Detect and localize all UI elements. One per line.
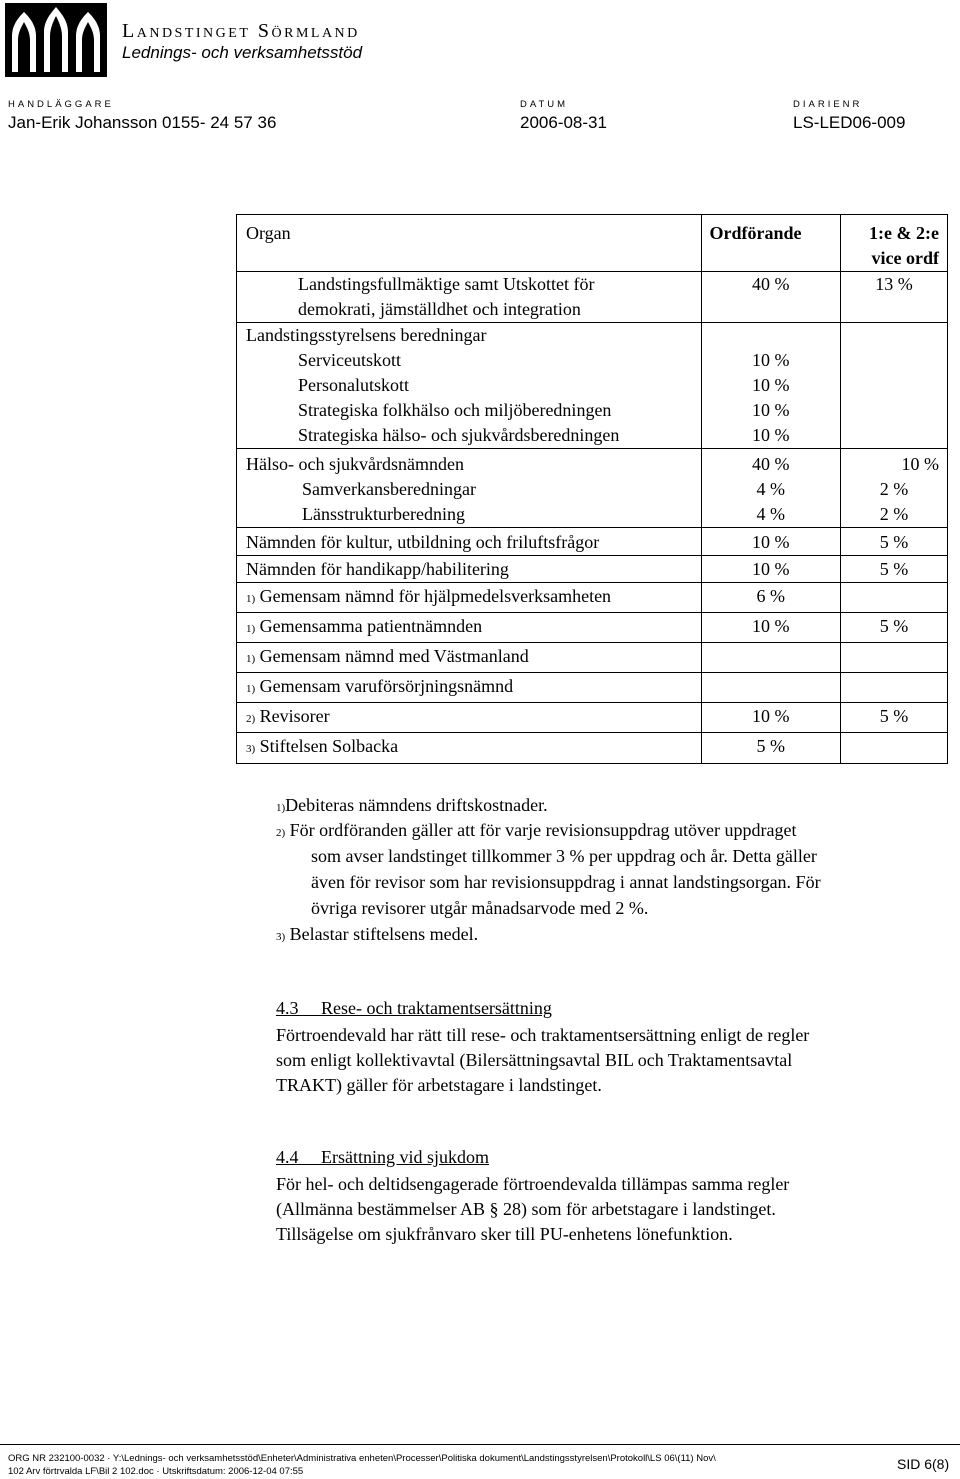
row-vice-value — [841, 323, 948, 449]
footnote-marker: 3) — [246, 743, 256, 755]
row-name: Nämnden för handikapp/habilitering — [237, 556, 702, 583]
table-row — [237, 272, 948, 323]
row-ordforande-value: 40 % — [752, 274, 790, 294]
row-vice-value: 13 % — [875, 274, 913, 294]
table-row — [237, 733, 948, 764]
page-number: SID 6(8) — [897, 1456, 950, 1472]
header-vice — [841, 215, 948, 272]
row-name-line: Personalutskott — [298, 375, 409, 395]
row-ordforande-value: 5 % — [756, 736, 785, 756]
footnote-1-marker: 1) — [276, 802, 286, 814]
row-name-line: Serviceutskott — [298, 350, 401, 370]
table-row — [237, 643, 948, 673]
row-ordforande-value: 10 % — [752, 400, 790, 420]
footnote-2-marker: 2) — [276, 827, 286, 839]
organization-name: Landstinget Sörmland — [122, 20, 360, 42]
footnote-marker: 1) — [246, 683, 256, 695]
row-ordforande-value: 10 % — [752, 706, 790, 726]
row-name — [237, 272, 702, 323]
footnote-2-line-3: även för revisor som har revisionsuppdrag i annat landstingsorgan. För — [311, 872, 821, 892]
header-vice-line-1: 1:e & 2:e — [869, 223, 939, 243]
row-name-text: Gemensam nämnd med Västmanland — [259, 646, 529, 666]
footnote-2-line-1: För ordföranden gäller att för varje revisionsuppdrag utöver uppdraget — [289, 820, 797, 840]
row-name — [237, 673, 702, 703]
row-name — [237, 733, 702, 764]
row-vice-value: 2 % — [879, 504, 909, 524]
row-ordforande-value: 4 % — [756, 504, 785, 524]
row-vice-value: 10 % — [901, 454, 939, 474]
row-ordforande-value: 4 % — [756, 479, 785, 499]
row-name-text: Stiftelsen Solbacka — [259, 736, 399, 756]
section-4-4-title: 4.4 Ersättning vid sjukdom — [276, 1147, 489, 1167]
row-name — [237, 643, 702, 673]
footnote-1 — [276, 793, 548, 821]
row-name: Nämnden för kultur, utbildning och friluftsfrågor — [237, 528, 702, 556]
row-vice-value: 5 % — [879, 559, 909, 579]
row-ordforande-value: 10 % — [752, 616, 790, 636]
row-vice-value: 5 % — [879, 532, 909, 552]
row-vice-value: 5 % — [879, 706, 909, 726]
department-name: Lednings- och verksamhetsstöd — [122, 43, 363, 62]
row-ordforande-value: 10 % — [752, 375, 790, 395]
footnote-2-line-2: som avser landstinget tillkommer 3 % per uppdrag och år. Detta gäller — [311, 846, 817, 866]
diarienr-value: LS-LED06-009 — [793, 113, 906, 132]
datum-value: 2006-08-31 — [520, 113, 607, 132]
row-name-line: Strategiska folkhälso och miljöberedningen — [298, 400, 612, 420]
footnote-marker: 1) — [246, 623, 256, 635]
footnote-marker: 1) — [246, 593, 256, 605]
row-name-line: Länsstrukturberedning — [302, 504, 465, 524]
row-vice-value: 2 % — [879, 479, 909, 499]
row-name-line: Strategiska hälso- och sjukvårdsberedningen — [298, 425, 620, 445]
row-name — [237, 703, 702, 733]
row-name — [237, 583, 702, 613]
section-4-4-line: För hel- och deltidsengagerade förtroendevalda tillämpas samma regler — [276, 1174, 790, 1194]
row-vice-value: 5 % — [879, 616, 909, 636]
section-4-3-line: TRAKT) gäller för arbetstagare i landstinget. — [276, 1075, 602, 1095]
table-row — [237, 673, 948, 703]
row-ordforande-value: 40 % — [752, 454, 790, 474]
row-name-line-1: Landstingsfullmäktige samt Utskottet för — [298, 274, 595, 294]
diarienr-label: DIARIENR — [793, 99, 863, 110]
table-row — [237, 556, 948, 583]
footnote-3 — [276, 922, 478, 950]
footer-divider — [0, 1444, 960, 1445]
table-row — [237, 528, 948, 556]
landstinget-logo-icon — [4, 2, 108, 78]
row-ordforande-value: 10 % — [752, 425, 790, 445]
section-4-3-title: 4.3 Rese- och traktamentsersättning — [276, 998, 552, 1018]
row-name-text: Gemensam nämnd för hjälpmedelsverksamheten — [259, 586, 612, 606]
row-ordforande-value — [710, 323, 832, 348]
footnote-2-line-4: övriga revisorer utgår månadsarvode med 2 %. — [311, 898, 649, 918]
footnote-3-text: Belastar stiftelsens medel. — [289, 924, 479, 944]
footer-path-line-2: 102 Arv förtrvalda LF\Bil 2 102.doc · Utskriftsdatum: 2006-12-04 07:55 — [8, 1466, 304, 1477]
handlaggare-label: HANDLÄGGARE — [8, 99, 114, 110]
row-name-text: Gemensamma patientnämnden — [259, 616, 483, 636]
row-ordforande-value: 6 % — [756, 586, 785, 606]
table-row — [237, 449, 948, 528]
datum-label: DATUM — [520, 99, 569, 110]
header-ordforande: Ordförande — [701, 215, 840, 272]
table-row — [237, 613, 948, 643]
row-ordforande-value: 10 % — [752, 350, 790, 370]
row-name — [237, 613, 702, 643]
row-name-text: Revisorer — [259, 706, 330, 726]
section-4-4-body — [276, 1172, 946, 1247]
section-4-4-line: (Allmänna bestämmelser AB § 28) som för arbetstagare i landstinget. — [276, 1199, 776, 1219]
row-name-text: Gemensam varuförsörjningsnämnd — [259, 676, 514, 696]
row-ordforande-value: 10 % — [752, 532, 790, 552]
row-name-line: Landstingsstyrelsens beredningar — [246, 325, 487, 345]
row-name-line: Hälso- och sjukvårdsnämnden — [246, 454, 464, 474]
header-organ: Organ — [237, 215, 702, 272]
table-row — [237, 323, 948, 449]
row-name-line: Samverkansberedningar — [302, 479, 476, 499]
section-4-3-line: Förtroendevald har rätt till rese- och traktamentsersättning enligt de regler — [276, 1025, 810, 1045]
row-ordforande-value: 10 % — [752, 559, 790, 579]
footnote-2 — [276, 818, 797, 846]
header-vice-line-2: vice ordf — [871, 248, 939, 268]
row-name — [237, 323, 702, 449]
section-4-3-line: som enligt kollektivavtal (Bilersättningsavtal BIL och Traktamentsavtal — [276, 1050, 793, 1070]
section-4-4-line: Tillsägelse om sjukfrånvaro sker till PU-enhetens lönefunktion. — [276, 1224, 733, 1244]
table-row — [237, 583, 948, 613]
footnote-1-text: Debiteras nämndens driftskostnader. — [285, 795, 548, 815]
table-row — [237, 703, 948, 733]
table-header-row — [237, 215, 948, 272]
footer-path-line-1: ORG NR 232100-0032 · Y:\Lednings- och verksamhetsstöd\Enheter\Administrativa enheten\Processer\Politiska dokument\Landstingsstyrelsen\Protokoll\LS 06\(11) Nov\ — [8, 1453, 716, 1464]
footnote-marker: 2) — [246, 713, 256, 725]
handlaggare-value: Jan-Erik Johansson 0155- 24 57 36 — [8, 113, 277, 132]
row-name-line-2: demokrati, jämställdhet och integration — [298, 299, 581, 319]
section-4-3-body — [276, 1023, 946, 1098]
footnote-marker: 1) — [246, 653, 256, 665]
row-name — [237, 449, 702, 528]
footnote-3-marker: 3) — [276, 931, 286, 943]
compensation-table — [236, 214, 948, 764]
